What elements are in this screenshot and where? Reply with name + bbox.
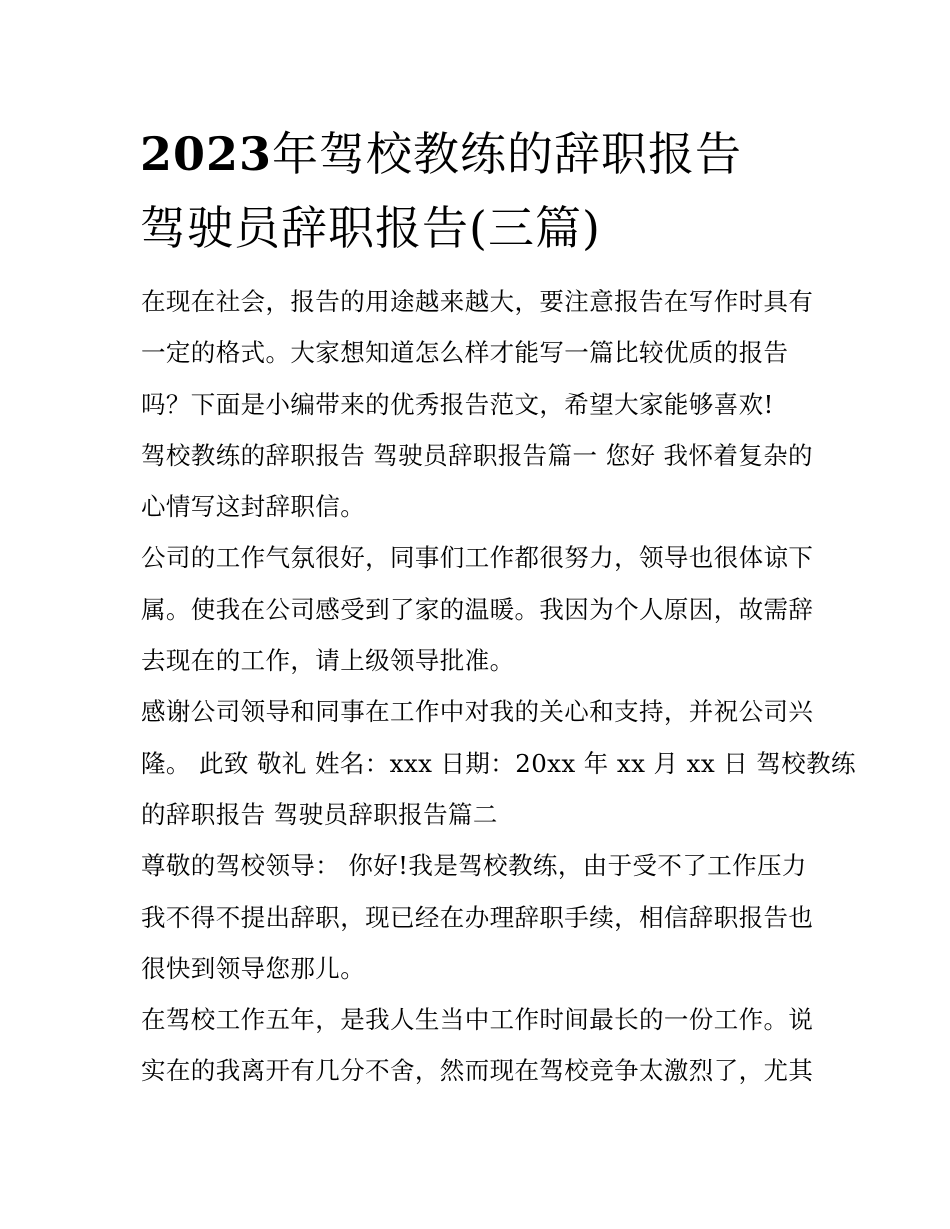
document-title bbox=[140, 117, 860, 265]
body-line: 心情写这封辞职信。 bbox=[141, 492, 366, 522]
body-line: 一定的格式。大家想知道怎么样才能写一篇比较优质的报告 bbox=[141, 338, 789, 368]
body-line: 我不得不提出辞职，现已经在办理辞职手续，相信辞职报告也 bbox=[141, 902, 814, 932]
title-year: 2023 bbox=[140, 127, 273, 181]
body-line: 在驾校工作五年，是我人生当中工作时间最长的一份工作。说 bbox=[141, 1005, 814, 1035]
body-line: 驾校教练的辞职报告 驾驶员辞职报告篇一 您好 我怀着复杂的 bbox=[141, 440, 813, 470]
body-line: 很快到领导您那儿。 bbox=[141, 953, 366, 983]
body-line: 尊敬的驾校领导： 你好!我是驾校教练，由于受不了工作压力 bbox=[141, 851, 807, 881]
body-line: 隆。 此致 敬礼 姓名：xxx 日期：20xx 年 xx 月 xx 日 驾校教练 bbox=[141, 748, 856, 778]
document-body bbox=[141, 276, 856, 1097]
body-line: 感谢公司领导和同事在工作中对我的关心和支持，并祝公司兴 bbox=[141, 697, 814, 727]
title-line-1 bbox=[140, 117, 860, 191]
body-line: 公司的工作气氛很好，同事们工作都很努力，领导也很体谅下 bbox=[141, 543, 814, 573]
body-line: 吗？下面是小编带来的优秀报告范文，希望大家能够喜欢! bbox=[141, 389, 774, 419]
body-line: 在现在社会，报告的用途越来越大，要注意报告在写作时具有 bbox=[141, 287, 814, 316]
body-line: 去现在的工作，请上级领导批准。 bbox=[141, 646, 515, 676]
title-line-1-text: 年驾校教练的辞职报告 bbox=[272, 127, 743, 181]
title-line-2: 驾驶员辞职报告(三篇) bbox=[140, 201, 601, 255]
body-line: 的辞职报告 驾驶员辞职报告篇二 bbox=[141, 799, 498, 829]
body-line: 实在的我离开有几分不舍，然而现在驾校竞争太激烈了，尤其 bbox=[141, 1056, 814, 1086]
body-line: 属。使我在公司感受到了家的温暖。我因为个人原因，故需辞 bbox=[141, 594, 814, 624]
